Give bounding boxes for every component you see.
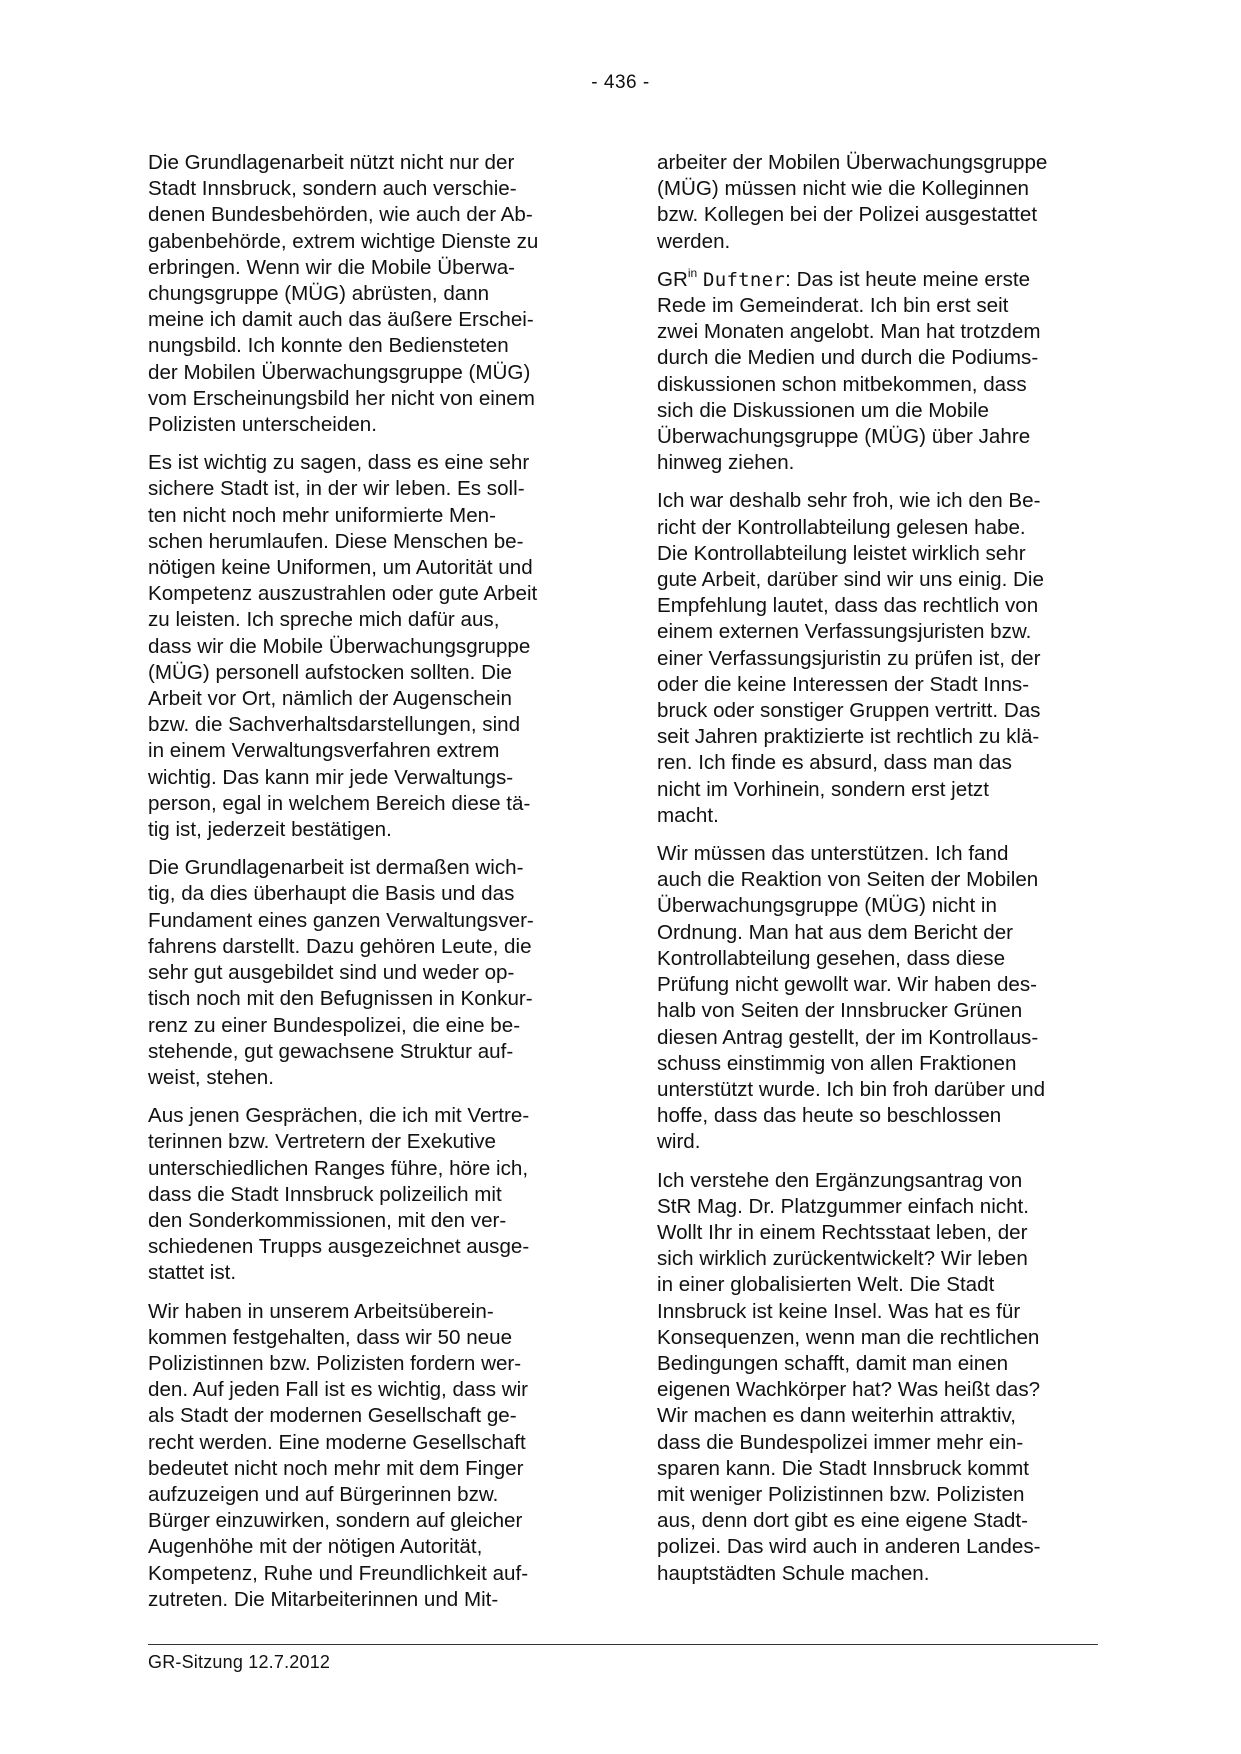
paragraph: Die Grundlagenarbeit nützt nicht nur der Stadt Innsbruck, sondern auch verschie- denen Bundesbehörden, wie auch der Ab- gabenbehörde, extrem wichtige Dienste zu erbringen. Wenn wir die Mobile Überwa- chungsgruppe (MÜG) abrüsten, dann meine ich damit auch das äußere Erschei- nungsbild. Ich konnte den Bediensteten der Mobilen Überwachungsgruppe (MÜG) vom Erscheinungsbild her nicht von einem Polizisten unterscheiden. (148, 151, 539, 437)
paragraph: Es ist wichtig zu sagen, dass es eine sehr sichere Stadt ist, in der wir leben. Es soll- ten nicht noch mehr uniformierte Men- schen herumlaufen. Diese Menschen be- nötigen keine Uniformen, um Autorität und Kompetenz auszustrahlen oder gute Arbeit zu leisten. Ich spreche mich dafür aus, dass wir die Mobile Überwachungsgruppe (MÜG) personell aufstocken sollten. Die Arbeit vor Ort, nämlich der Augenschein bzw. die Sachverhaltsdarstellungen, sind in einem Verwaltungsverfahren extrem wichtig. Das kann mir jede Verwaltungs- person, egal in welchem Bereich diese tä- tig ist, jederzeit bestätigen. (148, 451, 538, 842)
paragraph: Ich verstehe den Ergänzungsantrag von StR Mag. Dr. Platzgummer einfach nicht. Wollt Ihr in einem Rechtsstaat leben, der sich wirklich zurückentwickelt? Wir leben in einer globalisierten Welt. Die Stadt Innsbruck ist keine Insel. Was hat es für Konsequenzen, wenn man die rechtlichen Bedingungen schafft, damit man einen eigenen Wachkörper hat? Was heißt das? Wir machen es dann weiterhin attraktiv, dass die Bundespolizei immer mehr ein- sparen kann. Die Stadt Innsbruck kommt mit weniger Polizistinnen bzw. Polizisten aus, denn dort gibt es eine eigene Stadt- polizei. Das wird auch in anderen Landes- hauptstädten Schule machen. (657, 1168, 1041, 1585)
speaker-title: $GR^{in}$ (657, 265, 698, 291)
paragraph: Wir haben in unserem Arbeitsüberein- kommen festgehalten, dass wir 50 neue Polizistinnen bzw. Polizisten fordern wer- den. Auf jeden Fall ist es wichtig, dass wir als Stadt der modernen Gesellschaft ge- recht werden. Eine moderne Gesellschaft bedeutet nicht noch mehr mit dem Finger aufzuzeigen und auf Bürgerinnen bzw. Bürger einzuwirken, sondern auf gleicher Augenhöhe mit der nötigen Autorität, Kompetenz, Ruhe und Freundlichkeit auf- zutreten. Die Mitarbeiterinnen und Mit- (148, 1299, 529, 1611)
paragraph: Aus jenen Gesprächen, die ich mit Vertre- terinnen bzw. Vertretern der Exekutive unterschiedlichen Ranges führe, höre ich, dass die Stadt Innsbruck polizeilich mit den Sonderkommissionen, mit den ver- schiedenen Trupps ausgezeichnet ausge- stattet ist. (148, 1104, 530, 1285)
paragraph: Wir müssen das unterstützen. Ich fand auch die Reaktion von Seiten der Mobilen Überwachungsgruppe (MÜG) nicht in Ordnung. Man hat aus dem Bericht der Kontrollabteilung gesehen, dass diese Prüfung nicht gewollt war. Wir haben des- halb von Seiten der Innsbrucker Grünen diesen Antrag gestellt, der im Kontrollaus- schuss einstimmig von allen Fraktionen unterstützt wurde. Ich bin froh darüber und hoffe, dass das heute so beschlossen wird. (657, 842, 1046, 1154)
page-number: - 436 - (591, 72, 650, 93)
speaker-name: Duftner (702, 268, 786, 291)
left-column (148, 150, 593, 1613)
paragraph: Ich war deshalb sehr froh, wie ich den Be- richt der Kontrollabteilung gelesen habe. Die Kontrollabteilung leistet wirklich sehr gute Arbeit, darüber sind wir uns einig. Die Empfehlung lautet, dass das rechtlich von einem externen Verfassungsjuristen bzw. einer Verfassungsjuristin zu prüfen ist, der oder die keine Interessen der Stadt Inns- bruck oder sonstiger Gruppen vertritt. Das seit Jahren praktizierte ist rechtlich zu klä- ren. Ich finde es absurd, dass man das nicht im Vorhinein, sondern erst jetzt macht. (657, 489, 1044, 827)
speaker-text: : Das ist heute meine erste Rede im Gemeinderat. Ich bin erst seit zwei Monaten angelobt. Man hat trotzdem durch die Medien und durch die Podiums- diskussionen schon mitbekommen, dass sich die Diskussionen um die Mobile Überwachungsgruppe (MÜG) über Jahre hinweg ziehen. (657, 267, 1041, 475)
footer-divider (148, 1644, 1098, 1645)
paragraph: arbeiter der Mobilen Überwachungsgruppe (MÜG) müssen nicht wie die Kolleginnen bzw. Kollegen bei der Polizei ausgestattet werden. (657, 151, 1048, 253)
footer-session-label: GR-Sitzung 12.7.2012 (148, 1652, 331, 1672)
speaker-paragraph (657, 267, 1102, 477)
paragraph: Die Grundlagenarbeit ist dermaßen wich- tig, da dies überhaupt die Basis und das Fundament eines ganzen Verwaltungsver- fahrens darstellt. Dazu gehören Leute, die sehr gut ausgebildet sind und weder op- tisch noch mit den Befugnissen in Konkur- renz zu einer Bundespolizei, die eine be- stehende, gut gewachsene Struktur auf- weist, stehen. (148, 856, 534, 1089)
right-column (657, 150, 1102, 1587)
